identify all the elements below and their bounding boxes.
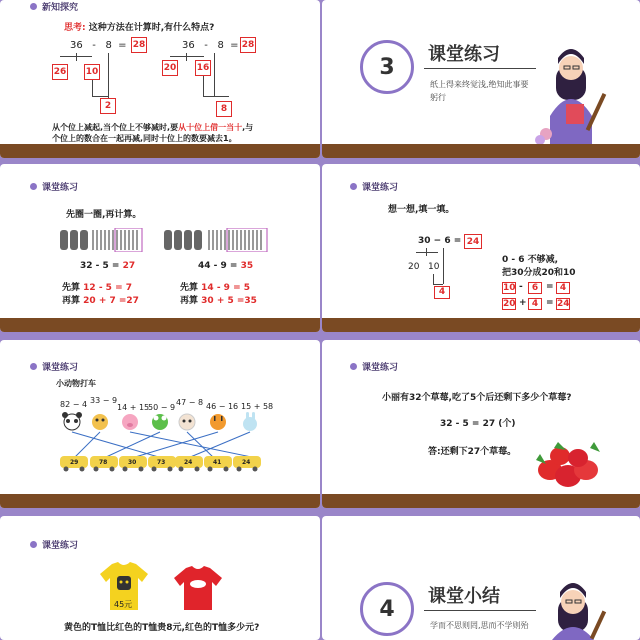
- eq-op: -: [519, 282, 523, 292]
- instruction: 先圈一圈,再计算。: [66, 210, 142, 220]
- slide-header: [350, 180, 398, 193]
- branch-line: [203, 96, 229, 97]
- problem-4: 50 − 9: [148, 403, 176, 412]
- eq-row-1: [502, 282, 582, 295]
- step-answer: 5: [243, 283, 251, 293]
- giraffe-icon: [92, 414, 108, 430]
- solution-equation: 32 - 5 = 27 (个): [440, 419, 516, 429]
- expr-text: 32 - 5 =: [80, 261, 120, 271]
- slide-new-knowledge[interactable]: [0, 0, 320, 158]
- section-number: 4: [360, 582, 414, 636]
- step-box: 4: [434, 286, 450, 299]
- step-box: 2: [100, 98, 116, 114]
- branch-line: [203, 76, 204, 96]
- split-box: 26: [52, 64, 68, 80]
- answer-box: 24: [464, 234, 482, 249]
- expr-text: 44 - 9 =: [198, 261, 238, 271]
- split-box: 20: [162, 60, 178, 76]
- car-4: 73: [157, 459, 166, 466]
- then-step-right: [180, 293, 257, 306]
- equation-left: [70, 40, 127, 51]
- summary-line-2: 个位上的数合在一起再减,同时十位上的数要减去1。: [52, 134, 237, 143]
- car-1: 29: [70, 459, 79, 466]
- floor-strip: [0, 318, 320, 332]
- header-label: 课堂练习: [362, 183, 399, 193]
- summary-line-1: [52, 122, 253, 133]
- car-6: 41: [213, 459, 222, 466]
- branch-line: [76, 53, 77, 61]
- slide-tshirts[interactable]: [0, 516, 320, 640]
- car-2: 78: [99, 459, 108, 466]
- activity-title: 小动物打车: [56, 379, 96, 388]
- split-box: 16: [195, 60, 211, 76]
- question-prefix: 思考:: [64, 23, 86, 33]
- pig-icon: [122, 414, 138, 430]
- title-underline: [424, 68, 536, 69]
- expr-right: [198, 261, 253, 271]
- panda-icon: [62, 412, 82, 430]
- bullet-icon: [30, 183, 37, 190]
- expr-left: [80, 261, 135, 271]
- first-step-right: [180, 280, 250, 293]
- bullet-icon: [350, 183, 357, 190]
- slide-header: [30, 180, 78, 193]
- branch-line: [433, 284, 443, 285]
- operator: -: [92, 40, 96, 51]
- branch-line: [108, 53, 109, 101]
- sticks-right-icon: [164, 228, 272, 252]
- main-expr: 30 − 6 =: [418, 236, 462, 246]
- eq-box: 10: [503, 283, 516, 293]
- strawberries-image: [530, 438, 610, 490]
- section-subtitle-1: 纸上得来终觉浅,绝知此事要: [430, 80, 529, 89]
- floor-strip: [0, 144, 320, 158]
- title-underline: [424, 610, 536, 611]
- step-label: 先算: [62, 283, 81, 293]
- teacher-illustration: [532, 580, 612, 640]
- problem-3: 14 + 15: [117, 403, 150, 412]
- slide-header: [30, 0, 78, 13]
- step-expr: 20 + 7 =27: [83, 296, 139, 306]
- problem-1: 82 − 4: [60, 400, 88, 409]
- section-number: 3: [360, 40, 414, 94]
- branch-line: [416, 252, 438, 253]
- eq-op: +: [519, 298, 527, 308]
- step-expr: 30 + 5 =35: [201, 296, 257, 306]
- tiger-icon: [210, 414, 226, 430]
- floor-strip: [0, 494, 320, 508]
- bullet-icon: [30, 3, 37, 10]
- tshirt-question: 黄色的T恤比红色的T恤贵8元,红色的T恤多少元?: [64, 623, 260, 633]
- equals: =: [118, 40, 127, 51]
- answer-text: 答:还剩下27个草莓。: [428, 447, 517, 457]
- word-problem: 小丽有32个草莓,吃了5个后还剩下多少个草莓?: [382, 393, 572, 403]
- summary-highlight: 从十位上借一当十: [178, 123, 243, 132]
- equation-right: [182, 40, 239, 51]
- step-label: 再算: [62, 296, 81, 306]
- car-5: 24: [184, 459, 193, 466]
- floor-strip: [322, 494, 640, 508]
- slide-header: [30, 360, 78, 373]
- teacher-illustration: [528, 38, 612, 150]
- eq-sign: =: [546, 298, 554, 308]
- eq-box: 20: [503, 299, 516, 309]
- branch-line: [92, 80, 93, 96]
- slide-practice-circle[interactable]: [0, 164, 320, 332]
- question-text: 这种方法在计算时,有什么特点?: [88, 23, 215, 33]
- split-right: 10: [428, 262, 440, 272]
- equals: =: [230, 40, 239, 51]
- branch-line: [170, 56, 204, 57]
- header-label: 课堂练习: [42, 363, 79, 373]
- problem-5: 47 − 8: [176, 398, 204, 407]
- step-expr: 12 - 5 =: [83, 283, 123, 293]
- slide-section-3[interactable]: [322, 0, 640, 158]
- expr-answer: 35: [240, 261, 254, 271]
- slide-header: [30, 538, 78, 551]
- section-title: 课堂小结: [428, 586, 500, 607]
- eq-box: 4: [556, 282, 570, 294]
- section-subtitle-2: 躬行: [430, 93, 446, 102]
- question: [64, 20, 214, 33]
- branch-line: [443, 248, 444, 284]
- slide-practice-fill[interactable]: [322, 164, 640, 332]
- split-left: 20: [408, 262, 420, 272]
- note-2: 把30分成20和10: [502, 268, 576, 278]
- branch-line: [60, 56, 92, 57]
- header-label: 课堂练习: [42, 541, 79, 551]
- header-label: 课堂练习: [42, 183, 79, 193]
- problem-2: 33 − 9: [90, 396, 118, 405]
- eq-box: 4: [528, 298, 542, 310]
- eq-box: 6: [528, 282, 542, 294]
- summary-part: 从个位上减起,当个位上不够减时,要: [52, 123, 179, 132]
- subtrahend: 8: [105, 40, 112, 51]
- problem-6: 46 − 16: [206, 402, 239, 411]
- header-label: 课堂练习: [362, 363, 399, 373]
- floor-strip: [322, 144, 640, 158]
- then-step-left: [62, 293, 139, 306]
- frog-icon: [152, 414, 168, 430]
- branch-line: [433, 274, 434, 284]
- branch-line: [214, 53, 215, 97]
- first-step-left: [62, 280, 132, 293]
- bunny-icon: [243, 412, 257, 431]
- bullet-icon: [350, 363, 357, 370]
- floor-strip: [322, 318, 640, 332]
- price-tag: 45元: [114, 600, 133, 609]
- sticks-left-icon: [60, 228, 144, 252]
- minuend: 36: [182, 40, 195, 51]
- section-subtitle: 学而不思则罔,思而不学则殆: [430, 621, 529, 630]
- step-box: 8: [216, 101, 232, 117]
- summary-part: ,与: [242, 123, 254, 132]
- eq-sign: =: [546, 282, 554, 292]
- bullet-icon: [30, 363, 37, 370]
- slide-animal-taxi[interactable]: [0, 340, 320, 508]
- step-label: 先算: [180, 283, 199, 293]
- operator: -: [204, 40, 208, 51]
- split-box: 10: [84, 64, 100, 80]
- minuend: 36: [70, 40, 83, 51]
- eq-row-2: [502, 298, 582, 311]
- step-expr: 14 - 9 =: [201, 283, 241, 293]
- instruction: 想一想,填一填。: [388, 205, 455, 215]
- red-tshirt-image: [172, 564, 224, 612]
- car-7: 24: [242, 459, 251, 466]
- slide-strawberry[interactable]: [322, 340, 640, 508]
- problem-7: 15 + 58: [241, 402, 274, 411]
- sheep-icon: [179, 414, 195, 430]
- header-label: 新知探究: [42, 3, 79, 13]
- result-box: 28: [240, 37, 256, 53]
- branch-line: [186, 53, 187, 61]
- note-1: 0 - 6 不够减,: [502, 255, 559, 265]
- result-box: 28: [131, 37, 147, 53]
- subtrahend: 8: [217, 40, 224, 51]
- section-title: 课堂练习: [428, 44, 500, 65]
- eq-box: 24: [557, 299, 570, 309]
- branch-line: [92, 96, 109, 97]
- car-3: 30: [128, 459, 137, 466]
- expr-answer: 27: [122, 261, 136, 271]
- slide-header: [350, 360, 398, 373]
- bullet-icon: [30, 541, 37, 548]
- slide-section-4[interactable]: [322, 516, 640, 640]
- step-label: 再算: [180, 296, 199, 306]
- step-answer: 7: [125, 283, 133, 293]
